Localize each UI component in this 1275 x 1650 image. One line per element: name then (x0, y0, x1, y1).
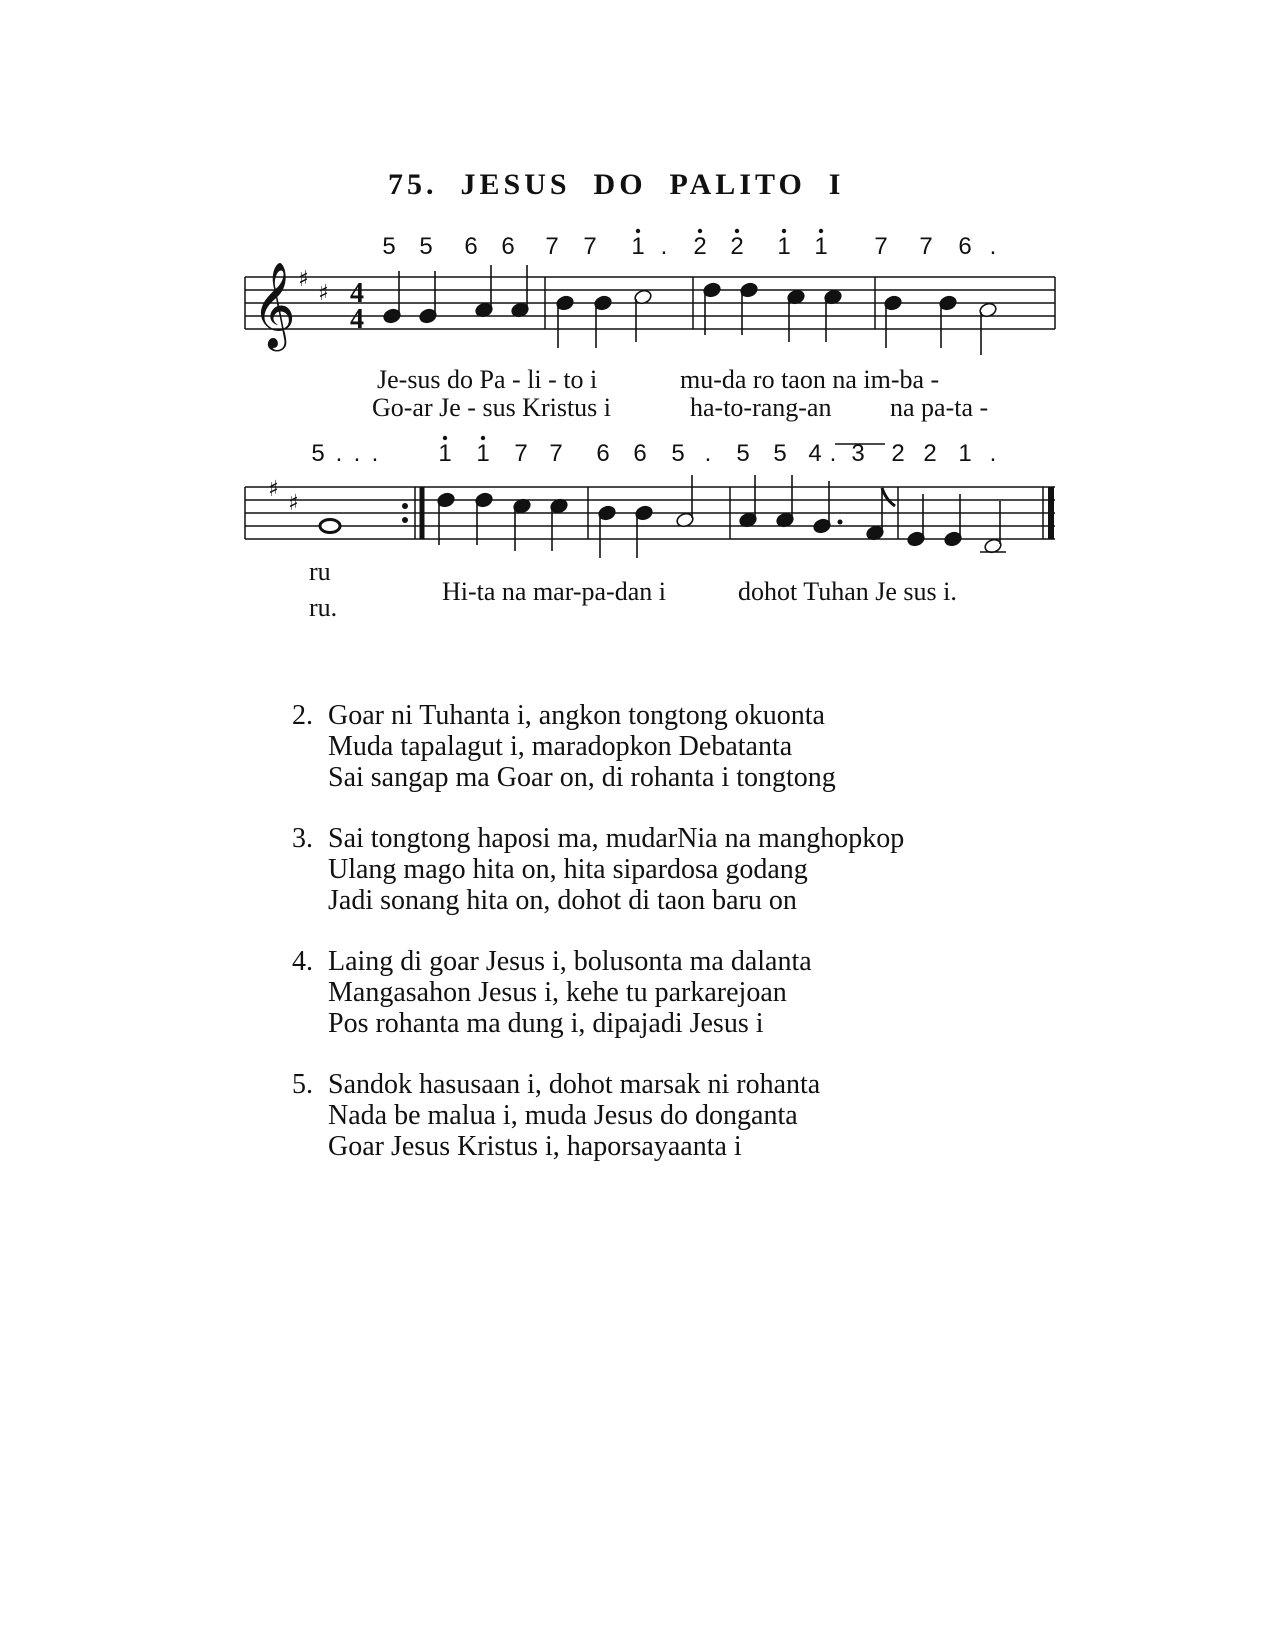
cipher-numbers-system-2 (311, 436, 996, 467)
music-score (0, 0, 1275, 640)
notes-system-1 (382, 265, 997, 355)
cipher-number: 5 (419, 233, 433, 260)
cipher-number: 1 (814, 233, 828, 260)
note (938, 295, 957, 348)
note (382, 271, 401, 324)
cipher-dot: . (335, 440, 343, 467)
note (906, 494, 925, 547)
lyric-text: ru. (309, 593, 338, 622)
cipher-number: 7 (545, 233, 559, 260)
time-signature-top: 4 (350, 278, 364, 309)
note (943, 494, 962, 547)
cipher-number: 2 (693, 233, 707, 260)
note (555, 295, 574, 348)
octave-dot (636, 229, 640, 233)
octave-dot (481, 436, 485, 440)
svg-text:♯: ♯ (288, 491, 299, 516)
treble-clef-icon: 𝄞 (252, 262, 296, 348)
refrain-lyric: Hi-ta na mar-pa-dan i (442, 577, 666, 606)
verse (292, 823, 1092, 916)
cipher-number: 5 (773, 440, 787, 467)
lyrics-system-1-verse-1 (377, 365, 939, 394)
verse-number: 5. (292, 1069, 313, 1100)
lyrics-system-1-verse-2 (372, 393, 988, 422)
octave-dot (443, 436, 447, 440)
cipher-number: 5 (382, 233, 396, 260)
lyric-text: Je-sus do Pa - li - to i (377, 365, 598, 394)
cipher-number: 1 (777, 233, 791, 260)
note (597, 505, 616, 558)
cipher-dot: . (989, 440, 997, 467)
verse (292, 1069, 1092, 1162)
cipher-number: 4 (808, 440, 822, 467)
verse-line: Sai tongtong haposi ma, mudarNia na manghopkop (328, 823, 905, 854)
note (510, 265, 529, 318)
cipher-number: 2 (730, 233, 744, 260)
verse-line: Goar ni Tuhanta i, angkon tongtong okuonta (328, 700, 825, 731)
verse-line: Goar Jesus Kristus i, haporsayaanta i (328, 1131, 742, 1162)
note (775, 475, 794, 528)
staff-system-1 (245, 277, 1055, 329)
cipher-number: 1 (476, 440, 490, 467)
verse-number: 3. (292, 823, 313, 854)
verse-line: Mangasahon Jesus i, kehe tu parkarejoan (328, 977, 787, 1008)
cipher-number: 1 (438, 440, 452, 467)
cipher-dot: . (353, 440, 361, 467)
svg-text:♯: ♯ (318, 281, 329, 306)
verse-line: Pos rohanta ma dung i, dipajadi Jesus i (328, 1008, 764, 1039)
octave-dot (698, 229, 702, 233)
cipher-number: 6 (633, 440, 647, 467)
note (593, 295, 612, 348)
verse-line: Laing di goar Jesus i, bolusonta ma dalanta (328, 946, 812, 977)
cipher-dot: . (989, 233, 997, 260)
octave-dot (782, 229, 786, 233)
verse-line: Sai sangap ma Goar on, di rohanta i tongtong (328, 762, 836, 793)
cipher-dot: . (704, 440, 712, 467)
half-note (675, 475, 694, 528)
hymn-title: 75. JESUS DO PALITO I (388, 168, 845, 201)
cipher-number: 7 (514, 440, 528, 467)
cipher-dot: . (371, 440, 379, 467)
note (634, 505, 653, 558)
verse-line: Jadi sonang hita on, dohot di taon baru on (328, 885, 797, 916)
cipher-number: 1 (631, 233, 645, 260)
cipher-number: 7 (549, 440, 563, 467)
cipher-number: 7 (874, 233, 888, 260)
lyric-text: mu-da ro taon na im-ba - (680, 365, 940, 394)
lyric-text: Go-ar Je - sus Kristus i (372, 393, 612, 422)
verse (292, 700, 1092, 793)
svg-text:♯: ♯ (268, 477, 279, 502)
verse-number: 2. (292, 700, 313, 731)
verse (292, 946, 1092, 1039)
cipher-number: 3 (851, 440, 865, 467)
key-signature (298, 267, 329, 306)
cipher-number: 2 (891, 440, 905, 467)
verse-line: Nada be malua i, muda Jesus do donganta (328, 1100, 798, 1131)
cipher-number: 5 (311, 440, 325, 467)
note (739, 282, 758, 335)
note (702, 282, 721, 335)
cipher-number: 1 (958, 440, 972, 467)
lyric-text: ha-to-rang-an (690, 393, 832, 422)
lyric-text: ru (309, 557, 331, 586)
half-note (980, 501, 1006, 554)
eighth-note (865, 488, 895, 541)
cipher-numbers-system-1 (382, 229, 996, 260)
note (418, 271, 437, 324)
note (436, 492, 455, 545)
cipher-number: 7 (583, 233, 597, 260)
refrain-lyric: dohot Tuhan Je sus i. (738, 577, 957, 606)
cipher-dot: . (660, 233, 668, 260)
note (474, 492, 493, 545)
note (549, 498, 568, 551)
verse-line: Sandok hasusaan i, dohot marsak ni rohanta (328, 1069, 821, 1100)
note (474, 265, 493, 318)
cipher-number: 6 (596, 440, 610, 467)
cipher-number: 7 (919, 233, 933, 260)
cipher-number: 6 (464, 233, 478, 260)
verse-number: 4. (292, 946, 313, 977)
cipher-number: 6 (501, 233, 515, 260)
svg-text:♯: ♯ (298, 267, 309, 292)
whole-note (320, 520, 340, 533)
verses (292, 700, 1092, 1192)
time-signature-bottom: 4 (350, 304, 364, 335)
cipher-number: 5 (671, 440, 685, 467)
cipher-number: 6 (958, 233, 972, 260)
note (512, 498, 531, 551)
octave-dot (819, 229, 823, 233)
cipher-number: 2 (923, 440, 937, 467)
cipher-number: 5 (736, 440, 750, 467)
note (738, 475, 757, 528)
note (883, 295, 902, 348)
verse-line: Ulang mago hita on, hita sipardosa godang (328, 854, 808, 885)
time-signature (350, 278, 364, 335)
octave-dot (735, 229, 739, 233)
verse-line: Muda tapalagut i, maradopkon Debatanta (328, 731, 793, 762)
cipher-dot: . (829, 440, 837, 467)
lyric-text: na pa-ta - (890, 393, 989, 422)
key-signature (268, 477, 299, 516)
